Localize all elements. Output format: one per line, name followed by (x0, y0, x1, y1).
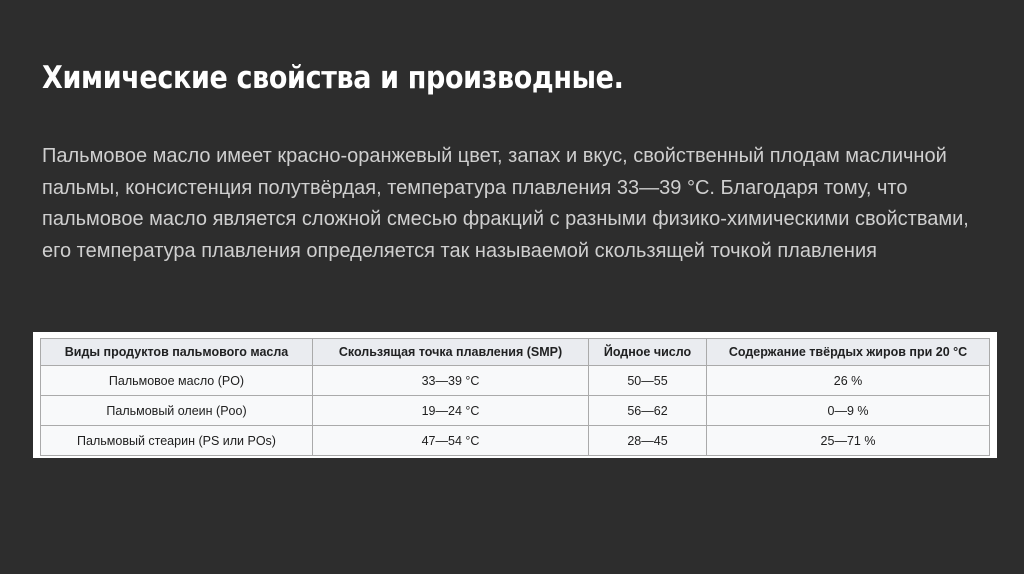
cell-iodine-value: 28—45 (589, 426, 707, 456)
cell-melting-point: 47—54 °C (313, 426, 589, 456)
cell-iodine-value: 56—62 (589, 396, 707, 426)
header-solid-fat-content: Содержание твёрдых жиров при 20 °C (707, 339, 990, 366)
slide-paragraph: Пальмовое масло имеет красно-оранжевый цвет, запах и вкус, свойственный плодам масличной пальмы, консистенция полутвёрдая, температура плавления 33—39 °C. Благодаря тому, что пальмовое масло является сложной смесью фракций с разными физико-химическими свойствами, его температура плавления определяется так называемой скользящей точкой плавления (42, 145, 969, 262)
header-iodine-value: Йодное число (589, 339, 707, 366)
cell-product: Пальмовый стеарин (PS или POs) (41, 426, 313, 456)
header-product-type: Виды продуктов пальмового масла (41, 339, 313, 366)
cell-product: Пальмовое масло (PO) (41, 366, 313, 396)
cell-melting-point: 33—39 °C (313, 366, 589, 396)
cell-solid-fat: 25—71 % (707, 426, 990, 456)
table-row (41, 426, 990, 456)
cell-solid-fat: 26 % (707, 366, 990, 396)
slide-title: Химические свойства и производные. (42, 60, 624, 96)
table-row (41, 396, 990, 426)
table-header-row (41, 339, 990, 366)
cell-product: Пальмовый олеин (Poo) (41, 396, 313, 426)
cell-melting-point: 19—24 °C (313, 396, 589, 426)
cell-iodine-value: 50—55 (589, 366, 707, 396)
table-row (41, 366, 990, 396)
palm-oil-properties-table (40, 338, 990, 456)
header-slip-melting-point: Скользящая точка плавления (SMP) (313, 339, 589, 366)
table-container (33, 332, 997, 458)
cell-solid-fat: 0—9 % (707, 396, 990, 426)
